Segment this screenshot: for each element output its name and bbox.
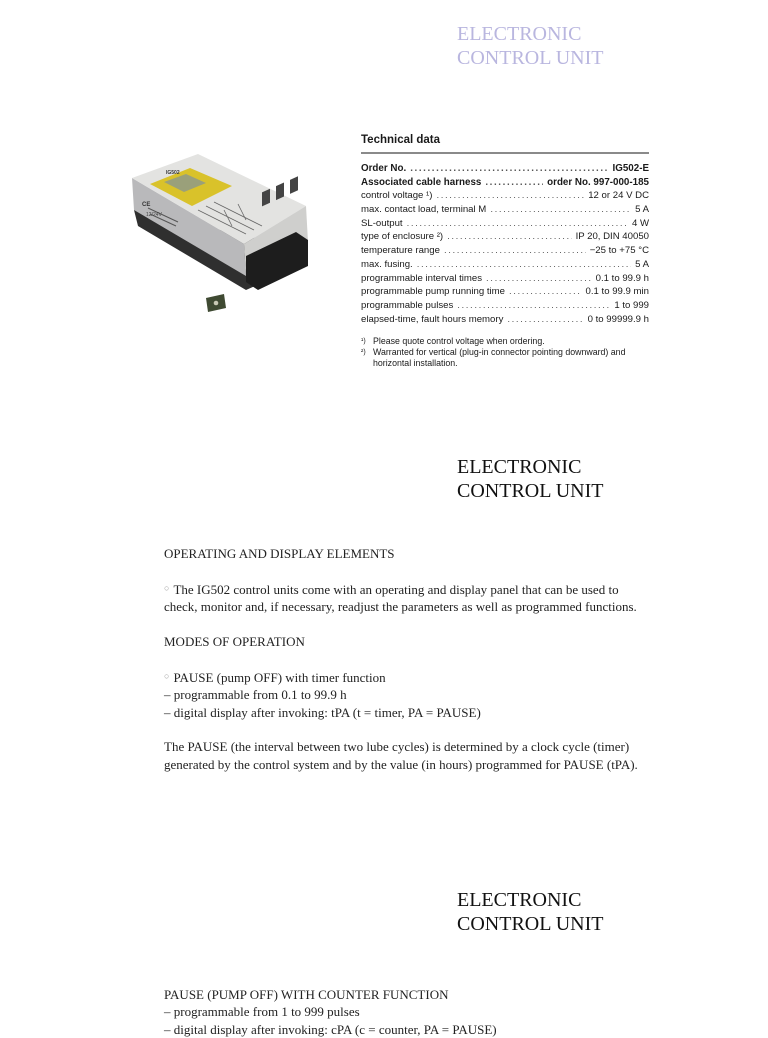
technical-data-notes: [361, 336, 649, 369]
technical-data-row: [361, 163, 649, 177]
technical-data-value: order No. 997-000-185: [547, 176, 649, 188]
footnote-text: Please quote control voltage when ordering.: [373, 336, 545, 347]
technical-data-label: Order No.: [361, 163, 407, 174]
technical-data-footnote: [361, 347, 649, 369]
technical-data-row: [361, 273, 649, 287]
technical-data-row: [361, 231, 649, 245]
technical-data-row: [361, 300, 649, 314]
pause-counter-title: PAUSE (PUMP OFF) WITH COUNTER FUNCTION: [164, 987, 449, 1002]
technical-data-footnote: [361, 336, 649, 347]
technical-data-label: Associated cable harness: [361, 176, 482, 188]
technical-data-value: IP 20, DIN 40050: [575, 231, 649, 243]
device-ce-mark: CE: [142, 202, 151, 208]
pause-timer-paragraph: The PAUSE (the interval between two lube cycles) is determined by a clock cycle (timer) generated by the control system and by the value (in hours) programmed for PAUSE (tPA).: [164, 739, 638, 772]
technical-data-label: programmable pump running time: [361, 286, 505, 298]
technical-data-divider: [361, 152, 649, 154]
pause-timer-item: ○ PAUSE (pump OFF) with timer function: [164, 669, 386, 685]
section3-heading: ELECTRONIC CONTROL UNIT: [457, 889, 604, 935]
technical-data-value: 1 to 999: [614, 299, 649, 311]
footnote-mark: ²): [361, 349, 366, 357]
technical-data-value: 5 A: [635, 258, 649, 270]
technical-data-label: max. fusing.: [361, 258, 413, 270]
section1-heading: ELECTRONIC CONTROL UNIT: [457, 23, 604, 69]
technical-data-row: [361, 259, 649, 273]
technical-data-row: [361, 177, 649, 191]
footnote-mark: ¹): [361, 338, 366, 346]
section2-body: [164, 545, 639, 773]
section2-heading: ELECTRONIC CONTROL UNIT: [457, 456, 604, 502]
technical-data-value: 12 or 24 V DC: [588, 190, 649, 202]
technical-data-sheet: [361, 134, 649, 369]
technical-data-row: [361, 286, 649, 300]
technical-data-label: temperature range: [361, 245, 440, 257]
section3-body: [164, 986, 639, 1038]
technical-data-label: max. contact load, terminal M: [361, 204, 487, 216]
technical-data-value: −25 to +75 °C: [589, 245, 649, 257]
technical-data-value: 0.1 to 99.9 min: [585, 286, 649, 298]
operating-elements-paragraph: ○ The IG502 control units come with an operating and display panel that can be used to check, monitor and, if necessary, readjust the parameters as well as programmed functions.: [164, 581, 637, 615]
dot-leader: [457, 300, 610, 311]
technical-data-row: [361, 314, 649, 328]
modes-of-operation-title: MODES OF OPERATION: [164, 634, 305, 649]
operating-elements-title: OPERATING AND DISPLAY ELEMENTS: [164, 546, 395, 561]
technical-data-value: 4 W: [631, 217, 649, 229]
technical-data-label: programmable interval times: [361, 272, 483, 284]
device-label-text: IG502: [166, 170, 180, 176]
dot-leader: [444, 245, 586, 256]
technical-data-row: [361, 218, 649, 232]
technical-data-label: programmable pulses: [361, 299, 454, 311]
technical-data-value: IG502-E: [612, 163, 649, 174]
bullet-icon: ○: [164, 582, 170, 593]
dot-leader: [486, 273, 592, 284]
technical-data-title: Technical data: [361, 134, 441, 146]
pause-counter-detail: – digital display after invoking: cPA (c = counter, PA = PAUSE): [164, 1021, 497, 1037]
technical-data-label: elapsed-time, fault hours memory: [361, 313, 504, 325]
dot-leader: [436, 190, 584, 201]
technical-data-row: [361, 190, 649, 204]
pause-timer-detail: – digital display after invoking: tPA (t = timer, PA = PAUSE): [164, 704, 481, 720]
bullet-icon: ○: [164, 670, 170, 681]
technical-data-label: type of enclosure ²): [361, 231, 444, 243]
device-voltage-mark: 12/24V: [146, 212, 162, 218]
technical-data-row: [361, 204, 649, 218]
dot-leader: [447, 231, 571, 242]
dot-leader: [507, 314, 583, 325]
dot-leader: [509, 286, 582, 297]
dot-leader: [410, 163, 608, 174]
technical-data-label: SL-output: [361, 217, 403, 229]
control-unit-illustration: [128, 148, 314, 318]
control-unit-photo: [128, 148, 314, 318]
dot-leader: [407, 218, 628, 229]
technical-data-value: 0.1 to 99.9 h: [595, 272, 649, 284]
pause-counter-detail: – programmable from 1 to 999 pulses: [164, 1004, 360, 1020]
technical-data-row: [361, 245, 649, 259]
technical-data-value: 5 A: [635, 204, 649, 216]
dot-leader: [485, 177, 543, 188]
dot-leader: [490, 204, 631, 215]
technical-data-value: 0 to 99999.9 h: [587, 313, 649, 325]
technical-data-label: control voltage ¹): [361, 190, 433, 202]
dot-leader: [417, 259, 631, 270]
pause-timer-detail: – programmable from 0.1 to 99.9 h: [164, 687, 347, 703]
technical-data-rows: [361, 163, 649, 327]
footnote-text: Warranted for vertical (plug-in connector pointing downward) and horizontal installation.: [373, 347, 626, 369]
